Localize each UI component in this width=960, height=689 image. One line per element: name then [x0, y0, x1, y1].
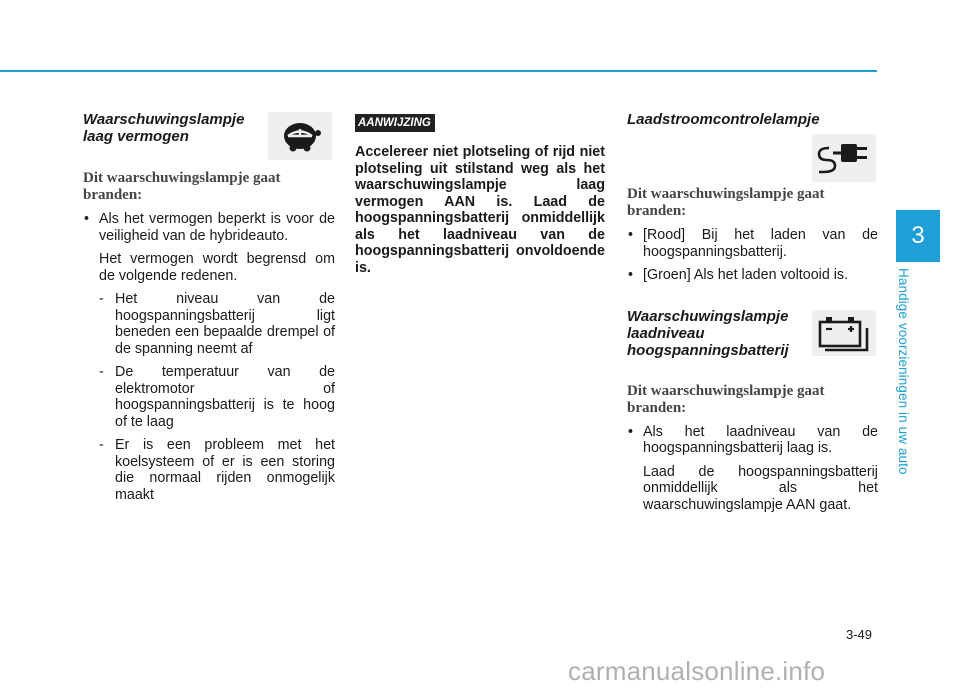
column-low-power [83, 108, 335, 503]
bullet-charging-green: • [Groen] Als het laden voltooid is. [628, 267, 849, 283]
note-badge: AANWIJZING [355, 114, 435, 132]
chapter-tab [896, 210, 940, 262]
charging-icon-box [812, 134, 876, 182]
follow-text-battery-level: Laad de hoogspanningsbatterij onmiddellijk als het waarschuwingslampje AAN gaat. [643, 463, 878, 513]
follow-text-low-power: Het vermogen wordt begrensd om de volgende redenen. [99, 251, 335, 284]
top-rule [0, 70, 877, 72]
watermark: carmanualsonline.info [568, 656, 826, 686]
note-text: Accelereer niet plotseling of rijd niet plotseling uit stilstand weg als het waarschuwingslampje laag vermogen AAN is. Laad de hoogspanningsbatterij onmiddellijk als het laadniveau van de hoogspanningsbatterij onvoldoende is. [355, 144, 605, 276]
bullet-low-power: • Als het vermogen beperkt is voor de veiligheid van de hybrideauto. [84, 211, 335, 244]
battery-icon [817, 314, 871, 352]
section-title-charging: Laadstroomcontrolelampje [627, 111, 820, 128]
page-number: 3-49 [846, 627, 873, 642]
bullet-battery-level: • Als het laadniveau van de hoogspanningsbatterij laag is. [628, 423, 878, 456]
section-title-low-power: Waarschuwingslampje laag vermogen [83, 111, 245, 145]
bullet-charging-red: • [Rood] Bij het laden van de hoogspanningsbatterij. [628, 227, 878, 260]
turtle-icon [279, 118, 321, 154]
chapter-title: Handige voorzieningen in uw auto [896, 268, 911, 475]
dash-item-1: - Het niveau van de hoogspanningsbatterij ligt beneden een bepaalde drempel of de spanning neemt af [99, 291, 335, 357]
dash-item-3: - Er is een probleem met het koelsysteem of er is een storing die normaal rijden onmogelijk maakt [99, 437, 335, 503]
turtle-icon-box [268, 112, 332, 160]
charging-plug-icon [815, 138, 873, 178]
subhead-battery-level: Dit waarschuwingslampje gaat branden: [627, 382, 825, 416]
chapter-number: 3 [911, 222, 925, 249]
chapter-side-title [896, 268, 940, 480]
section-title-battery-level: Waarschuwingslampje laadniveau hoogspanningsbatterij [627, 307, 789, 359]
column-note [355, 108, 605, 276]
dash-item-2: - De temperatuur van de elektromotor of hoogspanningsbatterij is te hoog of te laag [99, 364, 335, 430]
subhead-low-power: Dit waarschuwingslampje gaat branden: [83, 170, 281, 203]
battery-icon-box [812, 310, 876, 356]
subhead-charging: Dit waarschuwingslampje gaat branden: [627, 186, 825, 219]
